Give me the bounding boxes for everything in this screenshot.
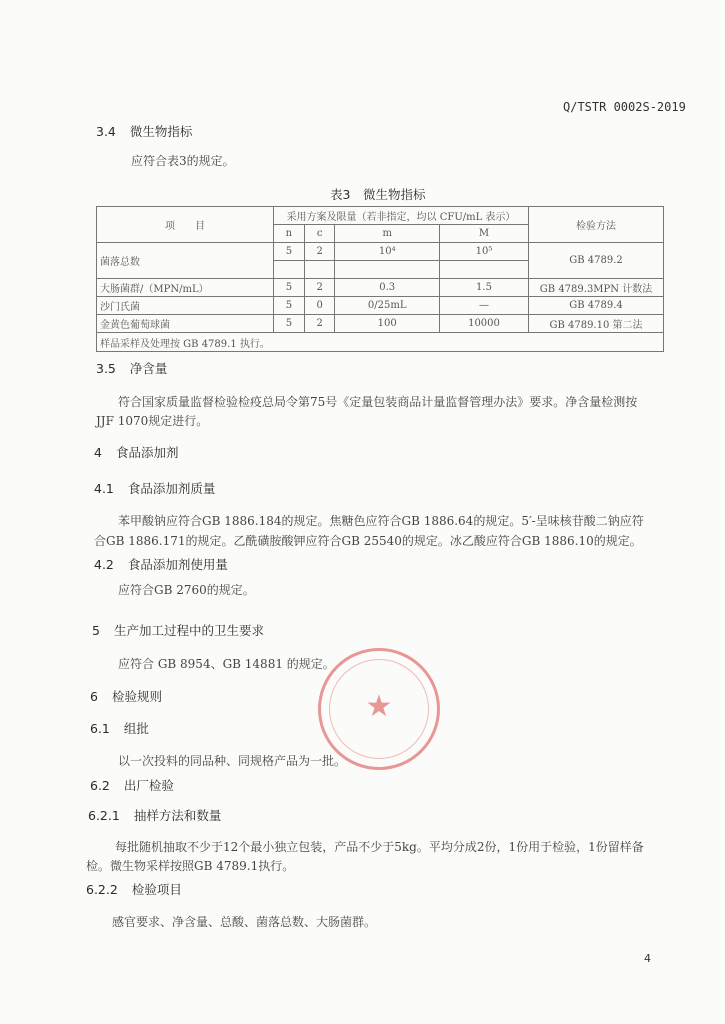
section-3-5-heading: 3.5 净含量: [96, 361, 168, 376]
page-number: 4: [644, 952, 651, 965]
section-5-heading: 5 生产加工过程中的卫生要求: [92, 623, 264, 638]
param-c: c: [304, 225, 335, 243]
section-4-2-heading: 4.2 食品添加剂使用量: [94, 557, 228, 572]
section-3-4-body: 应符合表3的规定。: [131, 154, 235, 168]
section-3-5-body-line2: JJF 1070规定进行。: [96, 414, 209, 428]
table-note: 样品采样及处理按 GB 4789.1 执行。: [97, 333, 664, 352]
section-5-body: 应符合 GB 8954、GB 14881 的规定。: [118, 657, 335, 671]
section-4-heading: 4 食品添加剂: [94, 445, 179, 460]
section-3-4-heading: 3.4 微生物指标: [96, 124, 193, 139]
table-row: 大肠菌群/（MPN/mL） 5 2 0.3 1.5 GB 4789.3MPN 计数法: [97, 279, 664, 297]
section-6-1-body: 以一次投料的同品种、同规格产品为一批。: [118, 754, 347, 768]
section-6-2-1-body-line2: 检。微生物采样按照GB 4789.1执行。: [86, 859, 295, 873]
section-3-5-body-line1: 符合国家质量监督检验检疫总局令第75号《定量包装商品计量监督管理办法》要求。净含量检测按: [118, 395, 638, 409]
section-4-1-body-line1: 苯甲酸钠应符合GB 1886.184的规定。焦糖色应符合GB 1886.64的规定。5′-呈味核苷酸二钠应符: [118, 514, 644, 528]
table-3-caption: 表3 微生物指标: [330, 187, 426, 202]
param-n: n: [274, 225, 305, 243]
section-4-2-body: 应符合GB 2760的规定。: [118, 583, 255, 597]
table-row: 菌落总数 5 2 10⁴ 10⁵ GB 4789.2: [97, 243, 664, 261]
section-6-1-heading: 6.1 组批: [90, 721, 149, 736]
section-6-2-2-heading: 6.2.2 检验项目: [86, 882, 182, 897]
param-M: M: [439, 225, 528, 243]
table-row: 沙门氏菌 5 0 0/25mL — GB 4789.4: [97, 297, 664, 315]
section-6-2-2-body: 感官要求、净含量、总酸、菌落总数、大肠菌群。: [112, 915, 377, 929]
section-6-heading: 6 检验规则: [90, 689, 162, 704]
param-m: m: [335, 225, 440, 243]
section-6-2-1-heading: 6.2.1 抽样方法和数量: [88, 808, 222, 823]
col-header-scheme: 采用方案及限量（若非指定，均以 CFU/mL 表示）: [274, 207, 529, 225]
seal-star-icon: ★: [365, 689, 393, 724]
company-seal: [318, 648, 440, 770]
microbial-table: [96, 206, 664, 352]
document-code: Q/TSTR 0002S-2019: [563, 100, 686, 114]
col-header-item: 项 目: [97, 207, 274, 243]
section-4-1-body-line2: 合GB 1886.171的规定。乙酰磺胺酸钾应符合GB 25540的规定。冰乙酸应符合GB 1886.10的规定。: [94, 534, 642, 548]
col-header-method: 检验方法: [529, 207, 664, 243]
section-6-2-1-body-line1: 每批随机抽取不少于12个最小独立包装，产品不少于5kg。平均分成2份，1份用于检验，1份留样备: [115, 840, 644, 854]
section-4-1-heading: 4.1 食品添加剂质量: [94, 481, 216, 496]
section-6-2-heading: 6.2 出厂检验: [90, 778, 174, 793]
table-row: 金黄色葡萄球菌 5 2 100 10000 GB 4789.10 第二法: [97, 315, 664, 333]
